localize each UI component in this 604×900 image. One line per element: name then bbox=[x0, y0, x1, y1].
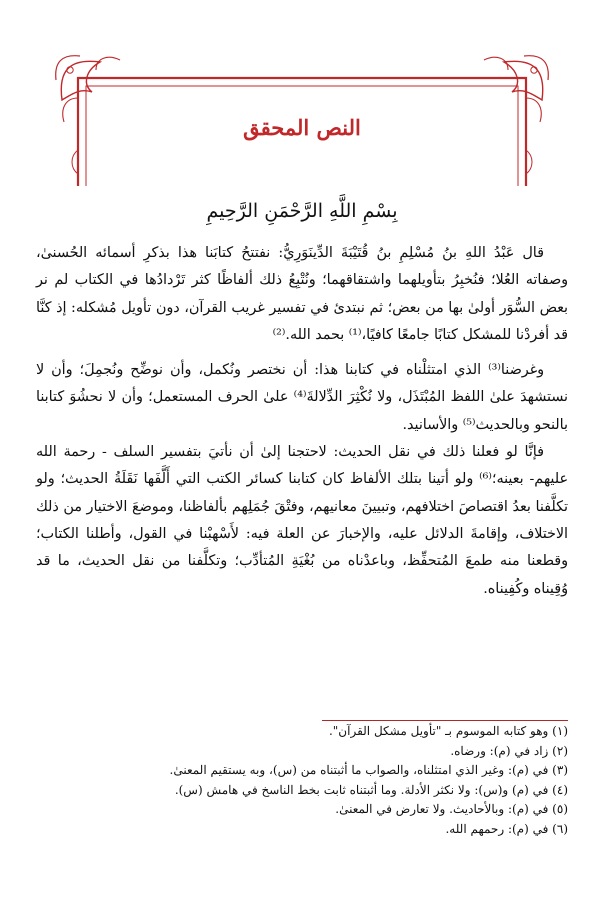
main-text bbox=[36, 240, 568, 603]
ornamental-frame bbox=[0, 0, 604, 190]
footnote: (٢) زاد في (م): ورضاه. bbox=[450, 743, 568, 758]
section-title: النص المحقق bbox=[243, 115, 361, 140]
paragraph: وغرضنا⁽³⁾ الذي امتثلْناه في كتابنا هذا: أن نختصر ونُكمل، وأن نوضِّح ونُجمِلَ؛ وأن لا نستشهدَ علىٰ اللفظ المُبْتَذَل، ولا نُكْثِرَ الدِّلالةَ⁽⁴⁾ علىٰ الحرف المستعمل؛ وأن لا نحشُوَ كتابنا بالنحو وبالحديث⁽⁵⁾ والأسانيد. bbox=[36, 362, 569, 433]
paragraph: قال عَبْدُ اللهِ بنُ مُسْلِمِ بنُ قُتَيْبَةَ الدِّينَوَرِيُّ: نفتتحُ كتابَنا هذا بذكرِ أسمائه الحُسنىٰ، وصفاته العُلا؛ فنُخبِرُ بتأويلهما واشتقاقهما؛ ونُتْبِعُ ذلك ألفاظًا كثر تَرْدادُها في الكتاب لم نر بعض السُّوَر أولىٰ بها من بعض؛ ثم نبتدئ في تفسير غريب القرآن، دون تأويل مُشكله: إذ كنَّا قد أفردْنا للمشكل كتابًا جامعًا كافيًا،⁽¹⁾ بحمد الله.⁽²⁾ bbox=[36, 245, 568, 343]
basmala: بِسْمِ اللَّهِ الرَّحْمَنِ الرَّحِيمِ bbox=[206, 200, 398, 222]
paragraph: فإنَّا لو فعلنا ذلك في نقل الحديث: لاحتجنا إلىٰ أن نأتيَ بتفسير السلف - رحمة الله عليهم- بعينه؛⁽⁶⁾ ولو أتينا بتلك الألفاظ كان كتابنا كسائر الكتب التي أَلَّفَها نَقَلَةُ الحديث؛ ولو تكلَّفنا بعدُ اقتصاصَ اختلافهم، وتبيينَ معانيهم، وفتْقَ جُمَلِهم بألفاظنا، وموضعَ الاختيار من ذلك الاختلاف، وإقامةَ الدلائل عليه، والإخبارَ عن العلة فيه: لأَسْهبْنا في القول، وأطلنا الكتاب؛ وقطعنا منه طمعَ المُتحفِّظ، وباعدْناه من بُغْيَةِ المُتأدِّب؛ وتكلَّفنا من نقل الحديث، ما قد وُقِيناه وكُفِيناه. bbox=[36, 444, 568, 597]
footnote: (١) وهو كتابه الموسوم بـ "تأويل مشكل القرآن". bbox=[328, 724, 568, 738]
footnote-separator bbox=[322, 720, 568, 721]
footnotes bbox=[36, 722, 568, 840]
footnote: (٥) في (م): وبالأحاديث. ولا تعارض في المعنىٰ. bbox=[335, 802, 568, 817]
footnote: (٣) في (م): وغير الذي امتثلناه، والصواب ما أثبتناه من (س)، وبه يستقيم المعنىٰ. bbox=[169, 763, 568, 778]
footnote: (٦) في (م): رحمهم الله. bbox=[445, 821, 568, 836]
footnote: (٤) في (م) و(س): ولا نكثر الأدلة. وما أثبتناه ثابت بخط الناسخ في هامش (س). bbox=[174, 782, 568, 797]
